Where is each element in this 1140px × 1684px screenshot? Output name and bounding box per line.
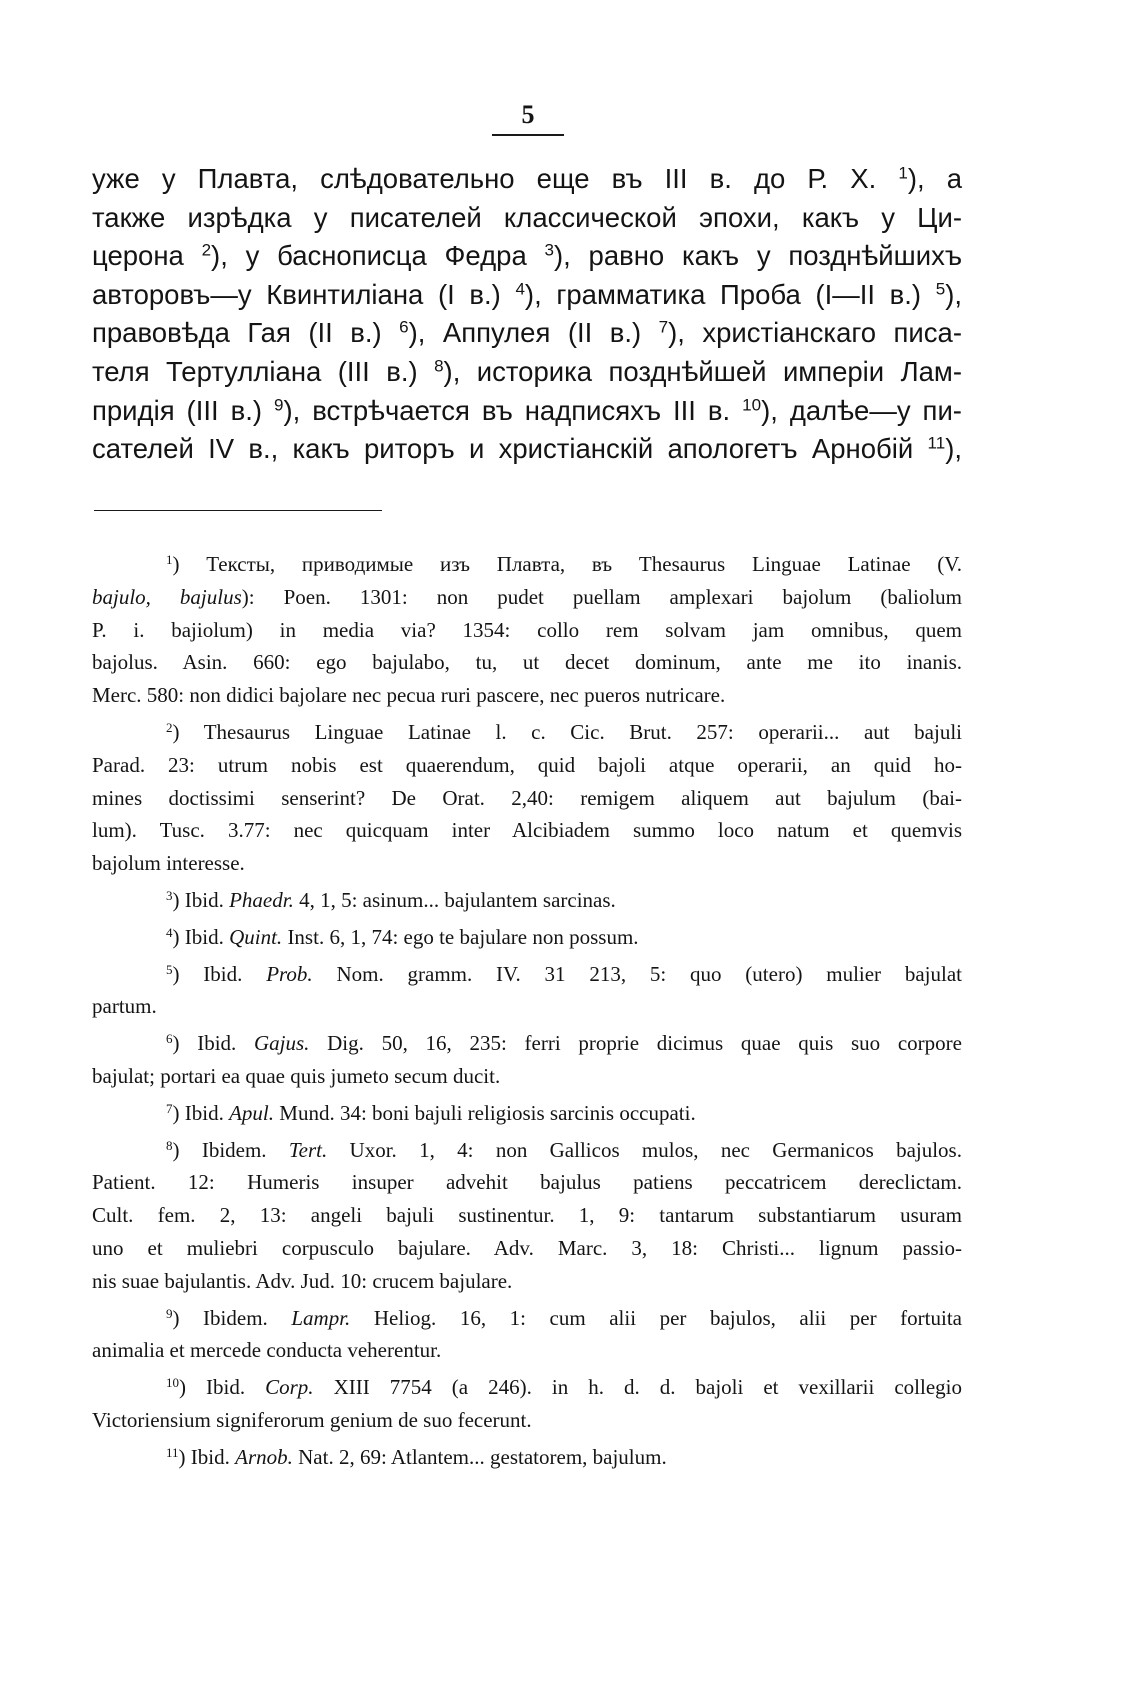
footnote-4 [92,921,962,954]
footnote-line: Parad. 23: utrum nobis est quaerendum, quid bajoli atque operarii, an quid ho- [92,752,962,777]
footnote-line: $^{11}$) Ibid. Arnob. Nat. 2, 69: Atlantem... gestatorem, bajulum. [166,1444,667,1469]
footnote-7 [92,1097,962,1130]
footnote-line: Victoriensium signiferorum genium de suo fecerunt. [92,1407,532,1432]
footnote-line: bajolum interesse. [92,851,245,876]
main-text-line: правовѣда Гая (II в.) $^6$), Аппулея (II в.) $^7$), христіанскаго писа- [92,317,962,349]
page-number: 5 [521,100,535,129]
main-text-line: сателей IV в., какъ риторъ и христіанскій апологетъ Арнобій $^{11}$), [92,433,962,465]
footnote-line: $^5$) Ibid. Prob. Nom. gramm. IV. 31 213, 5: quo (utero) mulier bajulat [166,961,962,986]
footnotes [92,548,962,1478]
footnote-line: animalia et mercede conducta veherentur. [92,1338,442,1363]
footnote-line: bajolus. Asin. 660: ego bajulabo, tu, ut decet dominum, ante me ito inanis. [92,650,962,675]
footnote-line: P. i. bajiolum) in media via? 1354: collo rem solvam jam omnibus, quem [92,617,962,642]
main-text-line: авторовъ—у Квинтиліана (I в.) $^4$), грамматика Проба (I—II в.) $^5$), [92,278,962,310]
footnote-line: $^1$) Тексты, приводимые изъ Плавта, въ Thesaurus Linguae Latinae (V. [166,551,962,576]
footnote-line: bajulo, bajulus): Poen. 1301: non pudet puellam amplexari bajolum (baliolum [92,584,962,609]
footnote-6 [92,1027,962,1093]
footnote-5 [92,958,962,1024]
footnote-line: lum). Tusc. 3.77: nec quicquam inter Alcibiadem summo loco natum et quemvis [92,818,962,843]
page-number-rule [492,134,564,136]
main-text-line: теля Тертулліана (III в.) $^8$), историка позднѣйшей имперіи Лам- [92,355,962,387]
footnote-line: uno et muliebri corpusculo bajulare. Adv. Marc. 3, 18: Christi... lignum passio- [92,1235,962,1260]
footnote-line: mines doctissimi senserint? De Orat. 2,40: remigem aliquem aut bajulum (bai- [92,785,962,810]
footnote-line: $^{10}$) Ibid. Corp. XIII 7754 (a 246). in h. d. d. bajoli et vexillarii collegio [166,1374,962,1400]
footnote-line: Merc. 580: non didici bajolare nec pecua ruri pascere, nec pueros nutricare. [92,683,726,708]
footnote-line: $^9$) Ibidem. Lampr. Heliog. 16, 1: cum alii per bajulos, alii per fortuita [166,1305,962,1330]
footnote-line: nis suae bajulantis. Adv. Jud. 10: crucem bajulare. [92,1268,513,1293]
footnote-line: $^6$) Ibid. Gajus. Dig. 50, 16, 235: ferri proprie dicimus quae quis suo corpore [166,1031,962,1056]
footnote-line: $^4$) Ibid. Quint. Inst. 6, 1, 74: ego te bajulare non possum. [166,924,639,949]
main-text-line: придія (III в.) $^9$), встрѣчается въ надписяхъ III в. $^{10}$), далѣе—у пи- [92,394,962,426]
main-text-line: также изрѣдка у писателей классической эпохи, какъ у Ци- [92,201,962,233]
footnote-11 [92,1441,962,1474]
footnote-3 [92,884,962,917]
footnote-1 [92,548,962,712]
footnote-line: Patient. 12: Humeris insuper advehit bajulus patiens peccatricem dereclictam. [92,1170,962,1195]
footnote-9 [92,1302,962,1368]
footnote-separator [94,510,382,511]
footnote-line: bajulat; portari ea quae quis jumeto secum ducit. [92,1063,501,1088]
main-text-line: церона $^2$), у баснописца Федра $^3$), равно какъ у позднѣйшихъ [92,240,963,272]
footnote-line: partum. [92,994,157,1019]
footnote-line: $^3$) Ibid. Phaedr. 4, 1, 5: asinum... bajulantem sarcinas. [166,887,616,912]
footnote-10 [92,1371,962,1437]
footnote-line: $^8$) Ibidem. Tert. Uxor. 1, 4: non Gallicos mulos, nec Germanicos bajulos. [166,1137,962,1162]
footnote-line: $^7$) Ibid. Apul. Mund. 34: boni bajuli religiosis sarcinis occupati. [166,1100,696,1125]
main-text [92,160,962,469]
footnote-2 [92,716,962,880]
main-text-line: уже у Плавта, слѣдовательно еще въ III в. до Р. Х. $^1$), а [92,163,962,194]
footnote-line: $^2$) Thesaurus Linguae Latinae l. c. Cic. Brut. 257: operarii... aut bajuli [166,719,962,744]
footnote-8 [92,1134,962,1298]
footnote-line: Cult. fem. 2, 13: angeli bajuli sustinentur. 1, 9: tantarum substantiarum usuram [92,1203,962,1228]
